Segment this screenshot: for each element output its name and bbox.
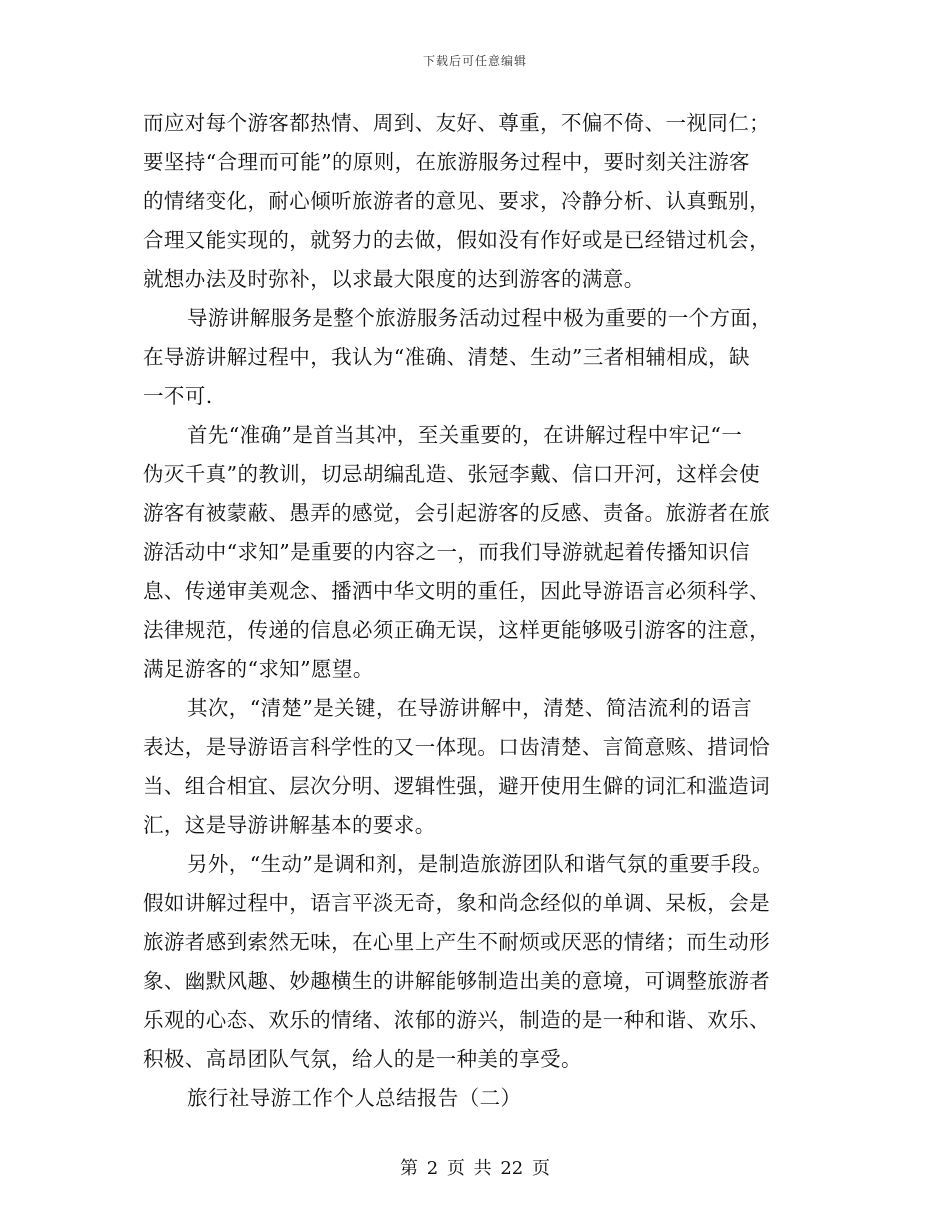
body-line: 旅游者感到索然无味，在心里上产生不耐烦或厌恶的情绪；而生动形 bbox=[143, 930, 770, 954]
body-line: 当、组合相宜、层次分明、逻辑性强，避开使用生僻的词汇和滥造词 bbox=[143, 774, 770, 798]
body-line: 息、传递审美观念、播洒中华文明的重任，因此导游语言必须科学、 bbox=[143, 579, 770, 603]
body-line: 满足游客的“求知”愿望。 bbox=[143, 657, 374, 681]
body-line: 积极、高昂团队气氛，给人的是一种美的享受。 bbox=[143, 1047, 582, 1071]
body-line: 就想办法及时弥补，以求最大限度的达到游客的满意。 bbox=[143, 267, 645, 291]
page-header: 下载后可任意编辑 bbox=[422, 54, 527, 68]
body-line: 的情绪变化，耐心倾听旅游者的意见、要求，冷静分析、认真甄别， bbox=[143, 189, 770, 213]
body-line: 而应对每个游客都热情、周到、友好、尊重，不偏不倚、一视同仁； bbox=[143, 111, 770, 135]
body-line: 汇，这是导游讲解基本的要求。 bbox=[143, 813, 436, 837]
section-heading: 旅行社导游工作个人总结报告（二） bbox=[187, 1086, 522, 1110]
document-body bbox=[143, 104, 823, 1118]
body-line: 一不可. bbox=[143, 384, 213, 408]
body-line: 象、幽默风趣、妙趣横生的讲解能够制造出美的意境，可调整旅游者 bbox=[143, 969, 770, 993]
paragraph-first-line: 首先“准确”是首当其冲，至关重要的，在讲解过程中牢记“一 bbox=[187, 423, 743, 447]
body-line: 合理又能实现的，就努力的去做，假如没有作好或是已经错过机会， bbox=[143, 228, 770, 252]
body-line: 乐观的心态、欢乐的情绪、浓郁的游兴，制造的是一种和谐、欢乐、 bbox=[143, 1008, 770, 1032]
paragraph-first-line: 另外，“生动”是调和剂，是制造旅游团队和谐气氛的重要手段。 bbox=[187, 852, 774, 876]
body-line: 要坚持“合理而可能”的原则，在旅游服务过程中，要时刻关注游客 bbox=[143, 150, 750, 174]
body-line: 假如讲解过程中，语言平淡无奇，象和尚念经似的单调、呆板，会是 bbox=[143, 891, 770, 915]
body-line: 在导游讲解过程中，我认为“准确、清楚、生动”三者相辅相成，缺 bbox=[143, 345, 750, 369]
body-line: 法律规范，传递的信息必须正确无误，这样更能够吸引游客的注意， bbox=[143, 618, 770, 642]
paragraph-first-line: 其次，“清楚”是关键，在导游讲解中，清楚、简洁流利的语言 bbox=[187, 696, 753, 720]
body-line: 表达，是导游语言科学性的又一体现。口齿清楚、言简意赅、措词恰 bbox=[143, 735, 770, 759]
page-number-footer: 第 2 页 共 22 页 bbox=[400, 1158, 550, 1179]
paragraph-first-line: 导游讲解服务是整个旅游服务活动过程中极为重要的一个方面， bbox=[187, 306, 773, 330]
body-line: 伪灭千真”的教训，切忌胡编乱造、张冠李戴、信口开河，这样会使 bbox=[143, 462, 760, 486]
body-line: 游客有被蒙蔽、愚弄的感觉，会引起游客的反感、责备。旅游者在旅 bbox=[143, 501, 770, 525]
body-line: 游活动中“求知”是重要的内容之一，而我们导游就起着传播知识信 bbox=[143, 540, 750, 564]
